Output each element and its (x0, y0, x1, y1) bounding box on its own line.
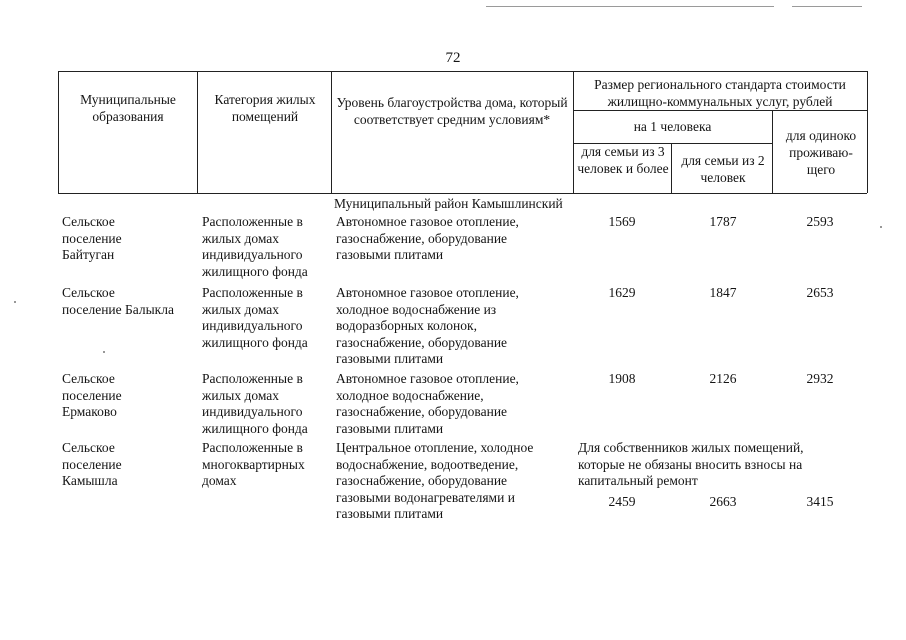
row-level: Центральное отопление, холодное водоснабжение, водоотведение, газоснабжение, оборудование газовыми водонагревателями и газовыми плитами (336, 440, 534, 521)
row-value-v2: 2663 (709, 494, 737, 509)
row-value-v2: 1787 (709, 214, 737, 229)
row-category: Расположенные в жилых домах индивидуального жилищного фонда (202, 214, 308, 279)
header-level: Уровень благоустройства дома, который соответствует средним условиям* (336, 95, 568, 127)
header-family3: для семьи из 3 человек и более (577, 144, 669, 176)
row-municipality: Сельское поселение Байтуган (62, 214, 122, 262)
header-per-person: на 1 человека (633, 119, 712, 134)
scan-speck (103, 351, 105, 353)
header-municipality: Муниципальные образования (80, 92, 176, 124)
scan-speck (880, 226, 882, 228)
page-number: 72 (445, 50, 461, 66)
row-value-v1: 3415 (806, 494, 834, 509)
district-title: Муниципальный район Камышлинский (334, 196, 563, 211)
row-category: Расположенные в жилых домах индивидуального жилищного фонда (202, 371, 308, 436)
row-value-v3: 2459 (608, 494, 636, 509)
row-level: Автономное газовое отопление, холодное водоснабжение из водоразборных колонок, газоснабжение, оборудование газовыми плитами (336, 285, 519, 366)
row-municipality: Сельское поселение Ермаково (62, 371, 122, 419)
row-value-v3: 1629 (608, 285, 636, 300)
top-rule-left (486, 6, 774, 7)
row-value-v3: 1908 (608, 371, 636, 386)
header-standard: Размер регионального стандарта стоимости жилищно-коммунальных услуг, рублей (594, 77, 846, 109)
row-level: Автономное газовое отопление, газоснабжение, оборудование газовыми плитами (336, 214, 519, 262)
row-municipality: Сельское поселение Балыкла (62, 285, 174, 317)
row-level: Автономное газовое отопление, холодное водоснабжение, газоснабжение, оборудование газовыми плитами (336, 371, 519, 436)
header-single: для одиноко проживаю-щего (785, 128, 857, 177)
row-category: Расположенные в жилых домах индивидуального жилищного фонда (202, 285, 308, 350)
row-value-v2: 1847 (709, 285, 737, 300)
row-category: Расположенные в многоквартирных домах (202, 440, 305, 488)
header-family2: для семьи из 2 человек (681, 153, 765, 185)
scan-speck (14, 301, 16, 303)
row-municipality: Сельское поселение Камышла (62, 440, 122, 488)
row-value-v1: 2653 (806, 285, 834, 300)
header-category: Категория жилых помещений (214, 92, 316, 124)
row-value-v3: 1569 (608, 214, 636, 229)
row-value-v1: 2593 (806, 214, 834, 229)
row-note: Для собственников жилых помещений, которые не обязаны вносить взносы на капитальный ремонт (578, 440, 804, 488)
row-value-v2: 2126 (709, 371, 737, 386)
top-rule-right (792, 6, 862, 7)
row-value-v1: 2932 (806, 371, 834, 386)
